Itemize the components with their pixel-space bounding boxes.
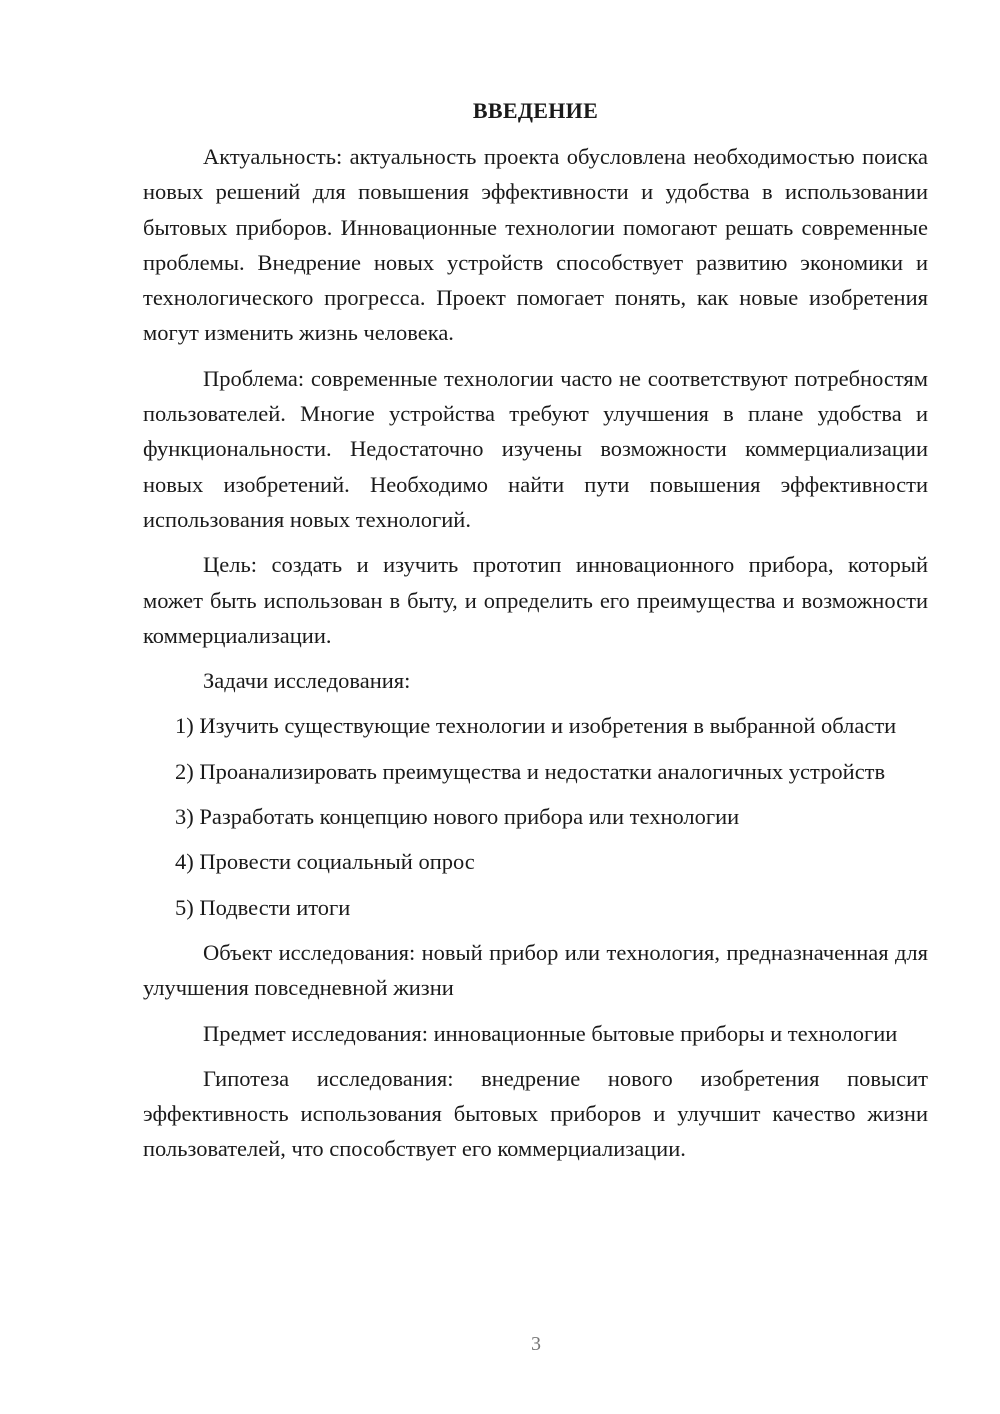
task-item-5: 5) Подвести итоги [175, 894, 351, 920]
task-item-4: 4) Провести социальный опрос [175, 849, 475, 875]
page-title: ВВЕДЕНИЕ [472, 98, 599, 123]
task-item-1: 1) Изучить существующие технологии и изобретения в выбранной области [175, 713, 897, 739]
paragraph-object: Объект исследования: новый прибор или технология, предназначенная для улучшения повседневной жизни [143, 939, 928, 1001]
paragraph-subject: Предмет исследования: инновационные бытовые приборы и технологии [203, 1020, 898, 1046]
paragraph-goal: Цель: создать и изучить прототип инновационного прибора, который может быть использован в быту, и определить его преимущества и возможности коммерциализации. [143, 552, 928, 648]
page-number: 3 [531, 1333, 541, 1355]
tasks-title: Задачи исследования: [203, 668, 411, 694]
task-item-3: 3) Разработать концепцию нового прибора или технологии [175, 804, 740, 830]
paragraph-hypothesis: Гипотеза исследования: внедрение нового изобретения повысит эффективность использования бытовых приборов и улучшит качество жизни пользователей, что способствует его коммерциализации. [143, 1065, 928, 1162]
task-item-2: 2) Проанализировать преимущества и недостатки аналогичных устройств [175, 758, 886, 784]
paragraph-relevance: Актуальность: актуальность проекта обусловлена необходимостью поиска новых решений для повышения эффективности и удобства в использовании бытовых приборов. Инновационные технологии помогают решать современные проблемы. Внедрение новых устройств способствует развитию экономики и технологического прогресса. Проект помогает понять, как новые изобретения могут изменить жизнь человека. [143, 144, 928, 346]
page-content [143, 93, 928, 1177]
paragraph-problem: Проблема: современные технологии часто не соответствуют потребностям пользователей. Многие устройства требуют улучшения в плане удобства и функциональности. Недостаточно изучены возможности коммерциализации новых изобретений. Необходимо найти пути повышения эффективности использования новых технологий. [143, 365, 928, 532]
